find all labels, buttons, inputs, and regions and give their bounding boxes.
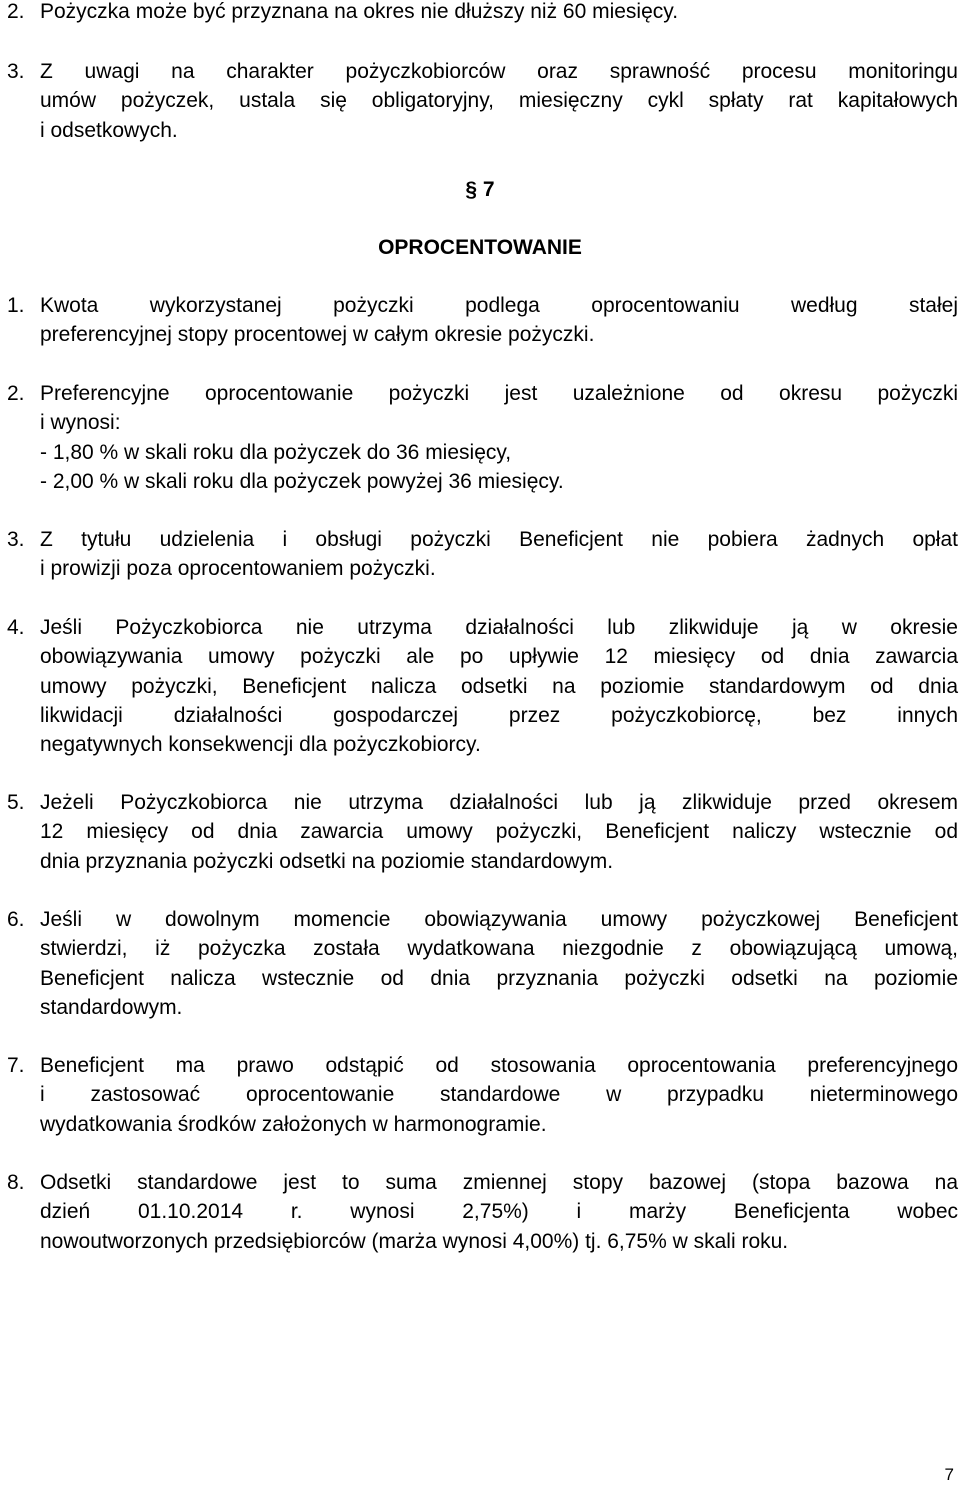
item-line: umów pożyczek, ustala się obligatoryjny, miesięczny cykl spłaty rat kapitałowych bbox=[40, 89, 958, 113]
item-line: i wynosi: bbox=[40, 411, 121, 435]
item-line: Jeżeli Pożyczkobiorca nie utrzyma działalności lub ją zlikwiduje przed okresem bbox=[40, 791, 958, 814]
list-item bbox=[0, 57, 958, 145]
page-number: 7 bbox=[944, 1464, 954, 1484]
item-number: 3. bbox=[7, 60, 25, 83]
item-line: Pożyczka może być przyznana na okres nie dłuższy niż 60 miesięcy. bbox=[40, 0, 679, 23]
item-line: stwierdzi, iż pożyczka została wydatkowana niezgodnie z obowiązującą umową, bbox=[40, 937, 958, 961]
item-line: i odsetkowych. bbox=[40, 118, 178, 142]
paragraph-2 bbox=[0, 379, 960, 496]
item-line: Beneficjent ma prawo odstąpić od stosowania oprocentowania preferencyjnego bbox=[40, 1054, 958, 1077]
list-item bbox=[0, 0, 958, 26]
list-item bbox=[0, 788, 958, 876]
paragraph-4 bbox=[0, 613, 960, 759]
list-item bbox=[0, 525, 958, 584]
section-title: OPROCENTOWANIE bbox=[378, 236, 582, 259]
item-line: Jeśli w dowolnym momencie obowiązywania umowy pożyczkowej Beneficjent bbox=[40, 908, 958, 931]
item-number: 8. bbox=[7, 1171, 25, 1194]
item-number: 5. bbox=[7, 791, 25, 814]
item-line: dnia przyznania pożyczki odsetki na poziomie standardowym. bbox=[40, 849, 614, 873]
item-line: Z tytułu udzielenia i obsługi pożyczki Beneficjent nie pobiera żadnych opłat bbox=[40, 528, 958, 551]
item-line: negatywnych konsekwencji dla pożyczkobiorcy. bbox=[40, 733, 481, 757]
item-line: wydatkowania środków założonych w harmonogramie. bbox=[40, 1112, 547, 1136]
item-line: - 2,00 % w skali roku dla pożyczek powyżej 36 miesięcy. bbox=[40, 469, 564, 493]
paragraph-5 bbox=[0, 788, 960, 876]
item-line: - 1,80 % w skali roku dla pożyczek do 36 miesięcy, bbox=[40, 440, 512, 464]
item-number: 6. bbox=[7, 908, 25, 931]
paragraph-7 bbox=[0, 1051, 960, 1139]
paragraph-6 bbox=[0, 905, 960, 1022]
item-line: i zastosować oprocentowanie standardowe w przypadku nieterminowego bbox=[40, 1083, 958, 1107]
item-line: Jeśli Pożyczkobiorca nie utrzyma działalności lub zlikwiduje ją w okresie bbox=[40, 616, 958, 639]
section-symbol: § 7 bbox=[465, 178, 495, 201]
item-line: obowiązywania umowy pożyczki ale po upływie 12 miesięcy od dnia zawarcia bbox=[40, 645, 958, 669]
items-before-section-2 bbox=[0, 57, 960, 145]
item-line: umowy pożyczki, Beneficjent nalicza odsetki na poziomie standardowym od dnia bbox=[40, 674, 958, 698]
item-number: 7. bbox=[7, 1054, 25, 1077]
item-line: likwidacji działalności gospodarczej przez pożyczkobiorcę, bez innych bbox=[40, 703, 958, 727]
item-line: preferencyjnej stopy procentowej w całym okresie pożyczki. bbox=[40, 323, 595, 347]
item-number: 2. bbox=[7, 382, 25, 405]
list-item bbox=[0, 905, 958, 1022]
list-item bbox=[0, 1168, 958, 1256]
item-line: Preferencyjne oprocentowanie pożyczki jest uzależnione od okresu pożyczki bbox=[40, 382, 958, 405]
paragraph-1 bbox=[0, 291, 960, 350]
list-item bbox=[0, 1051, 958, 1139]
list-item bbox=[0, 613, 958, 759]
item-line: Beneficjent nalicza wstecznie od dnia przyznania pożyczki odsetki na poziomie bbox=[40, 966, 958, 990]
item-line: nowoutworzonych przedsiębiorców (marża wynosi 4,00%) tj. 6,75% w skali roku. bbox=[40, 1229, 789, 1253]
list-item bbox=[0, 379, 958, 496]
item-line: i prowizji poza oprocentowaniem pożyczki. bbox=[40, 557, 436, 581]
item-line: Odsetki standardowe jest to suma zmiennej stopy bazowej (stopa bazowa na bbox=[40, 1171, 958, 1194]
item-line: Z uwagi na charakter pożyczkobiorców oraz sprawność procesu monitoringu bbox=[40, 60, 958, 83]
item-line: Kwota wykorzystanej pożyczki podlega oprocentowaniu według stałej bbox=[40, 294, 958, 317]
item-line: 12 miesięcy od dnia zawarcia umowy pożyczki, Beneficjent naliczy wstecznie od bbox=[40, 820, 958, 844]
item-line: standardowym. bbox=[40, 995, 183, 1019]
paragraph-8 bbox=[0, 1168, 960, 1256]
paragraph-3 bbox=[0, 525, 960, 584]
list-item bbox=[0, 291, 958, 350]
items-before-section bbox=[0, 0, 960, 26]
item-number: 3. bbox=[7, 528, 25, 551]
item-line: dzień 01.10.2014 r. wynosi 2,75%) i marży Beneficjenta wobec bbox=[40, 1200, 958, 1224]
item-number: 4. bbox=[7, 616, 25, 639]
item-number: 1. bbox=[7, 294, 25, 317]
item-number: 2. bbox=[7, 0, 25, 23]
